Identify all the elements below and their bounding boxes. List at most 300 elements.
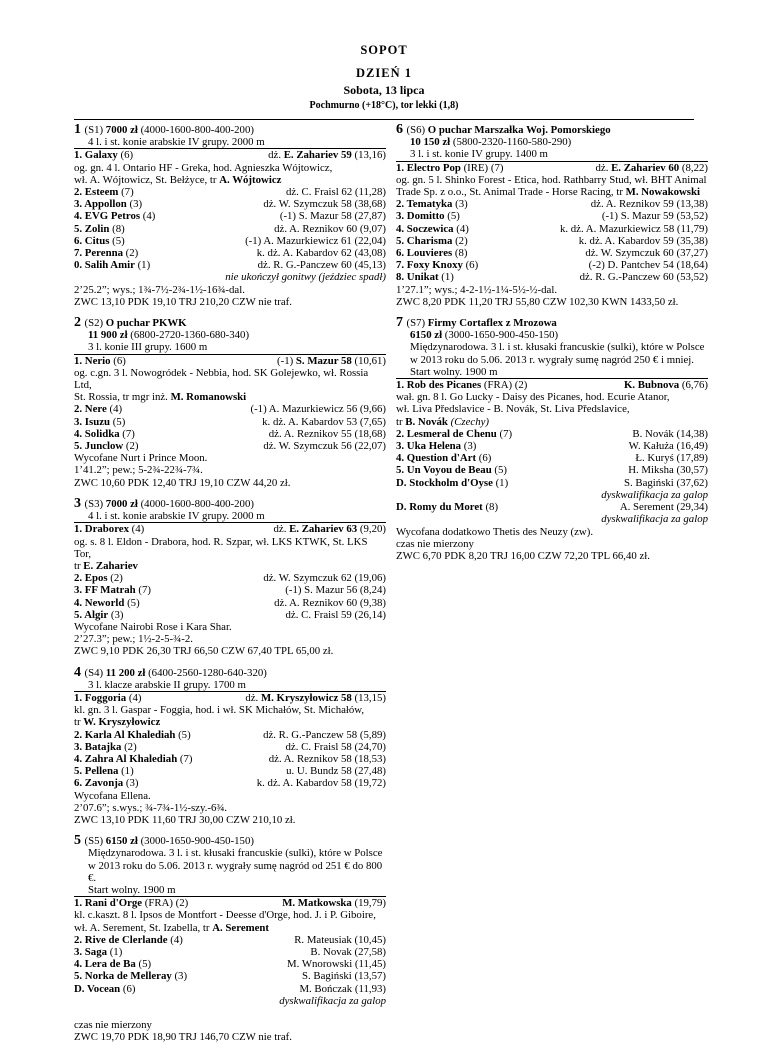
- winner-cell: [74, 355, 126, 367]
- race-code: (S4): [84, 666, 106, 679]
- jockey-cell: dż. A. Reznikov 55 (18,68): [268, 427, 386, 440]
- horse-extra: (5): [124, 596, 140, 609]
- race-block: [74, 495, 386, 658]
- jockey-cell: B. Novak (27,58): [310, 946, 386, 958]
- jockey-cell: dż. R. G.-Panczew 60 (53,52): [579, 271, 708, 284]
- placing-row: [74, 584, 386, 596]
- horse-extra: (1): [118, 765, 134, 778]
- race-conditions: Międzynarodowa. 3 l. i st. kłusaki francuskie (sulki), które w Polsce: [88, 847, 383, 860]
- winner-cell: [396, 162, 503, 174]
- horse-cell: [396, 428, 512, 440]
- placing-row: [74, 198, 386, 210]
- race-title: Firmy Cortaflex z Mrozowa: [427, 317, 557, 330]
- placing-row: [74, 729, 386, 741]
- race-conditions: w 2013 roku do 5.06. 2013 r. wygrały sumę nagród od 251 € do 800 €.: [88, 859, 383, 884]
- placing-row: [74, 247, 386, 259]
- jockey-cell: R. Mateusiak (10,45): [294, 933, 386, 946]
- venue-title: SOPOT: [360, 43, 408, 57]
- placing-row: [74, 223, 386, 235]
- winner-row: [396, 162, 708, 174]
- horse-name: 3. Isuzu: [74, 415, 111, 428]
- jockey-prefix: dż.: [595, 161, 612, 174]
- race-note: dyskwalifikacja za galop: [601, 488, 708, 501]
- race-title: 6150 zł: [105, 835, 138, 848]
- horse-extra: (7): [177, 752, 193, 765]
- horse-extra: (3): [126, 198, 143, 211]
- horse-extra: (4): [167, 933, 183, 946]
- prize-split: (4000-1600-800-400-200): [137, 124, 254, 136]
- horse-extra: (2): [452, 234, 468, 247]
- race-conditions: 3 l. konie III grupy. 1600 m: [74, 341, 386, 354]
- horse-cell: [396, 235, 468, 247]
- placing-row: [74, 403, 386, 415]
- winner-time: (10,61): [351, 354, 386, 367]
- horse-name: 5. Norka de Melleray: [74, 970, 172, 983]
- horse-extra: (5): [175, 728, 191, 741]
- placing-row: [74, 609, 386, 621]
- horse-extra: (4): [106, 403, 123, 416]
- horse-name: 0. Salih Amir: [74, 259, 135, 272]
- winner-extra: (FRA) (2): [481, 379, 528, 392]
- jockey-cell: M. Bończak (11,93): [299, 982, 386, 995]
- race-code: (S6): [406, 124, 428, 136]
- trainer-name: A. Serement: [212, 921, 270, 934]
- winner-time: (13,16): [351, 149, 386, 162]
- jockey-cell: dż. A. Reznikov 60 (9,38): [274, 596, 386, 609]
- horse-cell: [74, 584, 151, 596]
- prize-total: 10 150 zł: [410, 136, 451, 149]
- horse-name: D. Vocean: [74, 982, 121, 995]
- race-footer: [74, 1007, 386, 1019]
- winner-jockey: E. Zahariev 59: [283, 149, 352, 162]
- horse-cell: [74, 729, 191, 741]
- winner-info: og. gn. 4 l. Ontario HF - Greka, hod. Agnieszka Wójtowicz,: [74, 161, 333, 174]
- placing-row: [74, 440, 386, 452]
- winner-name: 1. Rani d'Orge: [74, 897, 143, 910]
- winner-info: wł. A. Wójtowicz, St. Bełżyce, tr A. Wójtowicz: [74, 173, 282, 186]
- race-block: [396, 317, 708, 562]
- placing-row: [74, 597, 386, 609]
- horse-name: 2. Esteem: [74, 186, 119, 199]
- placing-row: [74, 428, 386, 440]
- horse-name: 4. Neworld: [74, 596, 125, 609]
- horse-name: 3. Batajka: [74, 740, 122, 753]
- placing-row: [396, 235, 708, 247]
- race-block: [396, 124, 708, 308]
- horse-name: 2. Lesmeral de Chenu: [396, 427, 497, 440]
- placing-row: [74, 753, 386, 765]
- race-note: dyskwalifikacja za galop: [279, 994, 386, 1007]
- placing-row: [74, 186, 386, 198]
- winner-info: wał. gn. 8 l. Go Lucky - Daisy des Picanes, hod. Ecurie Atanor,: [396, 391, 670, 404]
- jockey-cell: dż. A. Reznikov 60 (9,07): [274, 222, 386, 235]
- horse-name: 3. Appollon: [74, 198, 127, 211]
- horse-extra: (8): [452, 247, 468, 260]
- prize-parts: (6800-2720-1360-680-340): [127, 329, 250, 342]
- winner-name: 1. Galaxy: [74, 149, 118, 162]
- jockey-cell: W. Kałuża (16,49): [628, 440, 708, 453]
- race-conditions: Start wolny. 1900 m: [74, 884, 386, 897]
- horse-extra: (3): [108, 608, 124, 621]
- winner-name: 1. Draborex: [74, 523, 129, 536]
- trainer-name: M. Romanowski: [170, 391, 247, 404]
- winner-time: (8,22): [679, 161, 708, 174]
- placing-row: [396, 210, 708, 222]
- winner-time: (6,76): [679, 379, 708, 392]
- trainer-name: B. Novák: [405, 415, 448, 428]
- race-footer: 2’07.6”; s.wys.; ¾-7¾-1½-szy.-6¾.: [74, 801, 228, 814]
- jockey-cell: dż. A. Reznikov 59 (13,38): [590, 198, 708, 211]
- horse-extra: (1): [134, 259, 151, 272]
- placing-row: [396, 259, 708, 271]
- placing-row: [74, 416, 386, 428]
- horse-extra: (3): [461, 440, 477, 453]
- horse-name: 7. Foxy Knoxy: [396, 259, 463, 272]
- race-conditions: Start wolny. 1900 m: [396, 366, 708, 379]
- horse-cell: [74, 741, 137, 753]
- winner-extra: (FRA) (2): [142, 897, 189, 910]
- prize-parts: (5800-2320-1160-580-290): [450, 136, 572, 149]
- prize-split: [396, 136, 708, 148]
- prize-split: (3000-1650-900-450-150): [137, 835, 254, 848]
- horse-extra: (6): [462, 259, 479, 272]
- jockey-cell: dż. R. G.-Panczew 58 (5,89): [263, 728, 386, 741]
- placing-row: [74, 765, 386, 777]
- winner-info: wł. Liva Předslavice - B. Novák, St. Liva Předslavice,: [396, 403, 630, 416]
- placing-row: [74, 970, 386, 982]
- horse-name: 4. Soczewica: [396, 222, 454, 235]
- horse-name: 6. Zavonja: [74, 777, 124, 790]
- weather-info: Pochmurno (+18°C), tor lekki (1,8): [309, 99, 459, 111]
- winner-cell: [74, 692, 141, 704]
- race-footer: ZWC 13,10 PDK 19,10 TRJ 210,20 CZW nie traf.: [74, 295, 292, 308]
- horse-cell: [74, 934, 183, 946]
- horse-name: 2. Nere: [74, 403, 107, 416]
- horse-extra: (7): [135, 584, 151, 597]
- race-note: nie ukończył gonitwy (jeździec spadł): [225, 271, 386, 284]
- race-block: [74, 317, 386, 489]
- winner-extra: (6): [117, 149, 134, 162]
- horse-cell: [74, 440, 139, 452]
- race-block: [74, 835, 386, 1043]
- jockey-cell: (-1) A. Mazurkiewicz 56 (9,66): [250, 403, 386, 416]
- winner-info: tr B. Novák (Czechy): [396, 415, 489, 428]
- horse-cell: [74, 428, 135, 440]
- horse-extra: (3): [452, 198, 468, 211]
- winner-info: St. Rossia, tr mgr inż. M. Romanowski: [74, 391, 247, 404]
- winner-jockey-cell: [624, 379, 708, 391]
- jockey-cell: k. dż. A. Kabardov 59 (35,38): [578, 234, 708, 247]
- horse-cell: [74, 597, 140, 609]
- date-title: Sobota, 13 lipca: [343, 83, 425, 98]
- horse-name: D. Romy du Moret: [396, 501, 483, 514]
- prize-total: 6150 zł: [410, 329, 443, 342]
- jockey-cell: A. Serement (29,34): [619, 501, 708, 514]
- race-number: 4: [74, 664, 85, 680]
- horse-extra: (5): [135, 958, 152, 971]
- winner-jockey-cell: [277, 355, 386, 367]
- horse-extra: (5): [110, 415, 126, 428]
- winner-time: (19,79): [351, 897, 386, 910]
- placing-row: [74, 934, 386, 946]
- race-number: 2: [74, 315, 85, 331]
- winner-extra: (4): [126, 691, 142, 704]
- horse-name: 2. Epos: [74, 572, 108, 585]
- jockey-cell: dż. C. Fraisl 59 (26,14): [285, 608, 386, 621]
- horse-cell: [74, 210, 155, 222]
- winner-info: og. c.gn. 3 l. Nowogródek - Nebbia, hod. SK Golejewko, wł. Rossia Ltd,: [74, 366, 369, 392]
- race-number: 3: [74, 495, 85, 511]
- race-footer: 1’41.2”; pew.; 5-2¾-22¾-7¾.: [74, 464, 203, 477]
- race-header: [396, 317, 708, 329]
- horse-name: 3. Domitto: [396, 210, 445, 223]
- horse-cell: [396, 247, 467, 259]
- winner-info: Trade Sp. z o.o., St. Animal Trade - Horse Racing, tr M. Nowakowski: [396, 186, 701, 199]
- jockey-cell: (-2) D. Pantchev 54 (18,64): [588, 259, 708, 272]
- horse-name: 2. Karla Al Khalediah: [74, 728, 176, 741]
- jockey-cell: S. Bagiński (37,62): [624, 476, 708, 489]
- winner-jockey-cell: [245, 692, 386, 704]
- jockey-cell: k. dż. A. Kabardov 53 (7,65): [262, 415, 386, 428]
- horse-name: 7. Perenna: [74, 247, 123, 260]
- winner-row: [74, 523, 386, 535]
- horse-extra: (2): [122, 247, 139, 260]
- race-header: [74, 495, 386, 511]
- horse-extra: (5): [109, 234, 125, 247]
- race-conditions: 3 l. klacze arabskie II grupy. 1700 m: [74, 679, 386, 692]
- race-header: [74, 835, 386, 847]
- race-footer: 1’27.1”; wys.; 4-2-1½-1¼-5½-½-dal.: [396, 283, 558, 296]
- horse-cell: [74, 198, 142, 210]
- winner-cell: [74, 149, 133, 161]
- winner-time: (13,15): [351, 691, 386, 704]
- trainer-name: A. Wójtowicz: [219, 173, 282, 186]
- jockey-cell: dż. C. Fraisl 62 (11,28): [285, 186, 386, 199]
- jockey-cell: S. Bagiński (13,57): [302, 970, 386, 983]
- placing-row: [74, 946, 386, 958]
- horse-name: 5. Charisma: [396, 234, 453, 247]
- winner-cell: [396, 379, 527, 391]
- jockey-prefix: (-1): [277, 354, 296, 367]
- race-header: [74, 664, 386, 680]
- horse-cell: [74, 235, 125, 247]
- placing-row: [74, 958, 386, 970]
- race-number: 5: [74, 833, 85, 849]
- jockey-cell: dż. W. Szymczuk 58 (38,68): [263, 198, 386, 211]
- horse-cell: [74, 777, 139, 789]
- horse-cell: [74, 958, 151, 970]
- winner-info: og. s. 8 l. Eldon - Drabora, hod. R. Szpar, wł. LKS KTWK, St. LKS Tor,: [74, 535, 368, 560]
- race-footer: Wycofane Nurt i Prince Moon.: [74, 452, 208, 465]
- horse-extra: (7): [496, 427, 513, 440]
- race-number: 7: [396, 315, 407, 331]
- horse-name: 3. Saga: [74, 946, 107, 958]
- winner-name: 1. Electro Pop: [396, 161, 461, 174]
- placing-row: [74, 983, 386, 995]
- winner-jockey: M. Matkowska: [282, 897, 352, 910]
- horse-name: 5. Un Voyou de Beau: [396, 464, 492, 477]
- trainer-country: (Czechy): [447, 415, 489, 428]
- placing-row: [396, 198, 708, 210]
- horse-name: 3. FF Matrah: [74, 584, 136, 597]
- horse-extra: (7): [119, 427, 135, 440]
- winner-jockey-cell: [274, 523, 386, 535]
- race-code: (S5): [84, 835, 106, 848]
- horse-name: 2. Tematyka: [396, 198, 453, 211]
- horse-cell: [396, 501, 498, 513]
- jockey-cell: H. Miksha (30,57): [628, 464, 708, 477]
- race-footer: ZWC 10,60 PDK 12,40 TRJ 19,10 CZW 44,20 zł.: [74, 476, 291, 489]
- race-footer: Wycofana dodatkowo Thetis des Neuzy (zw).: [396, 525, 594, 538]
- horse-extra: (3): [171, 970, 188, 983]
- horse-name: 5. Junclow: [74, 440, 124, 453]
- horse-extra: (1): [438, 271, 454, 284]
- horse-extra: (8): [482, 501, 499, 514]
- horse-cell: [74, 983, 136, 995]
- race-conditions: 4 l. i st. konie arabskie IV grupy. 2000 m: [74, 136, 386, 149]
- trainer-name: W. Kryszyłowicz: [83, 716, 161, 729]
- jockey-cell: dż. W. Szymczuk 60 (37,27): [585, 247, 708, 260]
- placing-row: [396, 247, 708, 259]
- jockey-cell: (-1) S. Mazur 56 (8,24): [285, 584, 386, 597]
- horse-cell: [74, 946, 122, 958]
- jockey-cell: M. Wnorowski (11,45): [287, 958, 386, 971]
- placing-row: [396, 440, 708, 452]
- right-column: [396, 124, 708, 571]
- horse-cell: [396, 223, 469, 235]
- placing-row: [74, 777, 386, 789]
- race-block: [74, 664, 386, 827]
- winner-row: [74, 149, 386, 161]
- race-title: 7000 zł: [105, 124, 138, 136]
- jockey-cell: Ł. Kuryś (17,89): [635, 452, 708, 465]
- page-header: [0, 44, 768, 112]
- prize-parts: (3000-1650-900-450-150): [442, 329, 559, 342]
- horse-name: 8. Unikat: [396, 271, 439, 284]
- horse-extra: (2): [123, 440, 139, 453]
- prize-split: (6400-2560-1280-640-320): [145, 666, 267, 679]
- horse-extra: (5): [444, 210, 460, 223]
- winner-jockey-cell: [268, 149, 386, 161]
- winner-info: og. gn. 5 l. Shinko Forest - Etica, hod. Rathbarry Stud, wł. BHT Animal: [396, 173, 707, 186]
- horse-cell: [396, 440, 476, 452]
- jockey-cell: B. Novák (14,38): [632, 427, 708, 440]
- jockey-cell: dż. R. G.-Panczew 60 (45,13): [257, 259, 386, 272]
- horse-cell: [74, 403, 122, 415]
- placing-row: [396, 223, 708, 235]
- placing-row: [74, 235, 386, 247]
- trainer-name: M. Nowakowski: [625, 186, 701, 199]
- race-conditions: 4 l. i st. konie arabskie IV grupy. 2000 m: [74, 510, 386, 523]
- jockey-prefix: dż.: [273, 523, 290, 536]
- jockey-cell: dż. W. Szymczuk 62 (19,06): [263, 572, 386, 585]
- horse-cell: [74, 186, 134, 198]
- race-conditions: Międzynarodowa. 3 l. i st. kłusaki francuskie (sulki), które w Polsce: [410, 341, 705, 354]
- winner-jockey-cell: [596, 162, 708, 174]
- horse-cell: [74, 572, 123, 584]
- race-block: [74, 124, 386, 308]
- placing-row: [396, 271, 708, 283]
- horse-cell: [396, 271, 454, 283]
- race-footer: ZWC 9,10 PDK 26,30 TRJ 66,50 CZW 67,40 TPL 65,00 zł.: [74, 645, 334, 658]
- jockey-cell: dż. C. Fraisl 58 (24,70): [285, 740, 386, 753]
- horse-extra: (1): [492, 476, 509, 489]
- horse-extra: (1): [107, 946, 123, 958]
- placing-row: [74, 210, 386, 222]
- race-header: [74, 317, 386, 329]
- winner-cell: [74, 897, 188, 909]
- winner-jockey: M. Kryszyłowicz 58: [260, 691, 352, 704]
- placing-row: [396, 477, 708, 489]
- horse-extra: (7): [118, 186, 134, 199]
- winner-info: kl. c.kaszt. 8 l. Ipsos de Montfort - Deesse d'Orge, hod. J. i P. Giboire,: [74, 909, 376, 922]
- race-code: (S2): [84, 317, 106, 330]
- race-number: 6: [396, 122, 407, 137]
- horse-cell: [74, 765, 134, 777]
- winner-jockey: S. Mazur 58: [295, 354, 352, 367]
- placing-row: [74, 259, 386, 271]
- race-note: dyskwalifikacja za galop: [601, 513, 708, 526]
- race-footer: czas nie mierzony: [74, 1019, 152, 1032]
- winner-jockey: E. Zahariev 63: [289, 523, 358, 536]
- winner-row: [396, 379, 708, 391]
- race-footer: Wycofane Nairobi Rose i Kara Shar.: [74, 620, 232, 633]
- winner-name: 1. Nerio: [74, 354, 111, 367]
- winner-row: [74, 692, 386, 704]
- jockey-cell: (-1) S. Mazur 58 (27,87): [279, 210, 386, 223]
- placing-row: [396, 428, 708, 440]
- horse-extra: (8): [109, 222, 125, 235]
- race-title: 11 200 zł: [105, 666, 146, 679]
- prize-split: [74, 329, 386, 341]
- prize-split: (4000-1600-800-400-200): [137, 497, 254, 510]
- left-column: [74, 124, 386, 1053]
- race-footer: 2’27.3”; pew.; 1½-2-5-¾-2.: [74, 633, 193, 646]
- horse-name: 4. Zahra Al Khalediah: [74, 752, 178, 765]
- horse-extra: (6): [476, 452, 492, 465]
- race-title: 7000 zł: [105, 497, 138, 510]
- horse-extra: (2): [121, 740, 137, 753]
- horse-name: 5. Algir: [74, 608, 109, 621]
- horse-name: 6. Louvieres: [396, 247, 453, 260]
- winner-jockey: E. Zahariev 60: [611, 161, 680, 174]
- race-code: (S7): [406, 317, 428, 330]
- placing-row: [74, 572, 386, 584]
- winner-row: [74, 897, 386, 909]
- horse-cell: [74, 753, 193, 765]
- day-title: DZIEŃ 1: [356, 66, 412, 81]
- jockey-cell: dż. A. Reznikov 58 (18,53): [268, 752, 386, 765]
- horse-cell: [396, 210, 460, 222]
- jockey-cell: k. dż. A. Mazurkiewicz 58 (11,79): [559, 222, 708, 235]
- placing-row: [396, 464, 708, 476]
- winner-info: kl. gn. 3 l. Gaspar - Foggia, hod. i wł. SK Michałów, St. Michałów,: [74, 704, 365, 717]
- horse-cell: [74, 416, 125, 428]
- race-code: (S3): [84, 497, 106, 510]
- header-divider: [74, 119, 694, 120]
- race-header: [74, 124, 386, 136]
- horse-cell: [74, 609, 124, 621]
- horse-cell: [396, 259, 478, 271]
- horse-cell: [396, 477, 508, 489]
- horse-extra: (5): [491, 464, 507, 477]
- horse-name: 4. EVG Petros: [74, 210, 141, 223]
- race-conditions: 3 l. i st. konie IV grupy. 1400 m: [396, 148, 708, 161]
- race-footer: Wycofana Ellena.: [74, 789, 151, 802]
- prize-total: 11 900 zł: [88, 329, 128, 342]
- winner-extra: (6): [110, 354, 126, 367]
- winner-row: [74, 355, 386, 367]
